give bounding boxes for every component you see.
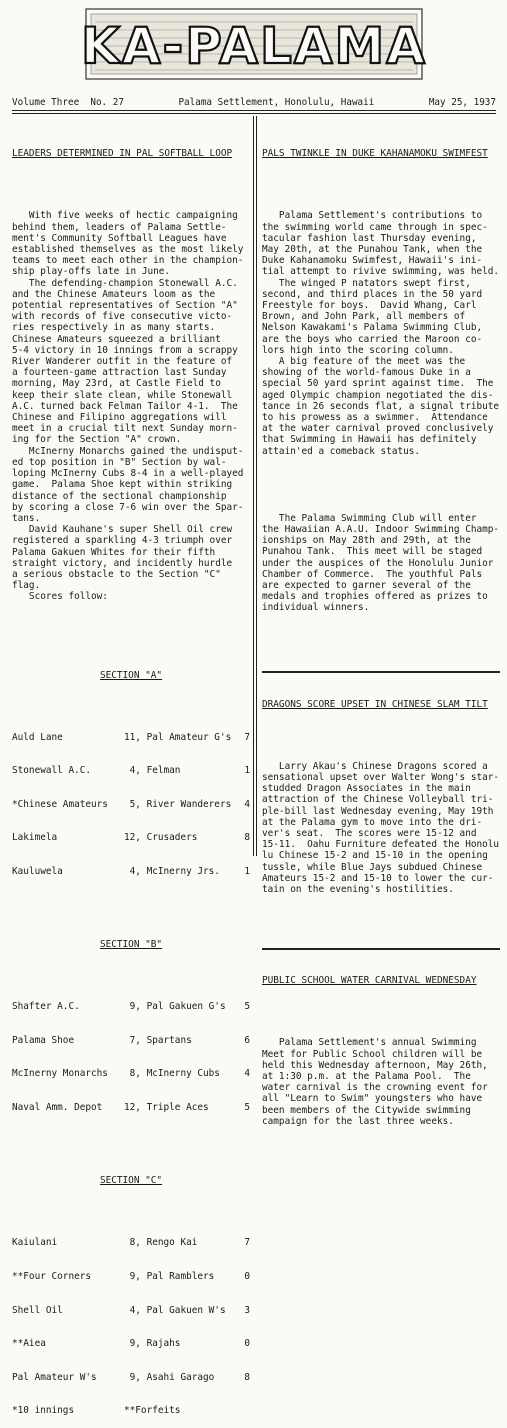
masthead-logo [81,8,427,80]
score-row: Shell Oil 4, Pal Gakuen W's 3 [12,1304,250,1316]
score-row: **Aiea 9, Rajahs 0 [12,1338,250,1350]
article-dragons-body: Larry Akau's Chinese Dragons scored a sensational upset over Walter Wong's star- studded Dragon Associates in the main attraction of the Chinese Volleyball tri- ple-bill last Wednesday evening, May 19th at the Palama gym to move into the dri- ver's seat. The scores were 15-12 and 15-11. Oahu Furniture defeated the Honolu lu Chinese 15-2 and 15-10 in the opening tussle, while Blue Jays subdued Chinese Amateurs 15-2 and 15-10 to lower the cur- tain on the evening's hostilities. [262,760,500,895]
volume-number: Volume Three No. 27 [12,97,124,108]
footnote-innings: *10 innings [12,1405,75,1417]
score-row: *Chinese Amateurs 5, River Wanderers 4 [12,798,250,810]
issue-date: May 25, 1937 [428,97,496,108]
headline-water-carnival: PUBLIC SCHOOL WATER CARNIVAL WEDNESDAY [262,975,477,987]
masthead-title-graphic [81,8,427,80]
section-rule [262,948,500,950]
header-rule-2 [12,113,496,114]
header-rule [12,110,496,111]
publisher: Palama Settlement, Honolulu, Hawaii [178,97,375,108]
volume-line [12,97,496,108]
article-water-carnival-body: Palama Settlement's annual Swimming Meet for Public School children will be held this Wednesday afternoon, May 26th, at 1:30 p.m. at the Palama Pool. The water carnival is the crowning event for all "Learn to Swim" youngsters who have been members of the Citywide swimming campaign for the last three weeks. [262,1037,488,1127]
right-column [262,126,500,1138]
score-row: Shafter A.C. 9, Pal Gakuen G's 5 [12,1001,250,1013]
section-c-title: SECTION "C" [99,1175,163,1187]
score-row: Lakimela 12, Crusaders 8 [12,832,250,844]
article-softball-body: With five weeks of hectic campaigning behind them, leaders of Palama Settle- ment's Community Softball Leagues have established themselves as the most likely teams to meet each other in the champion- ship play-offs late in June. The defending-champion Stonewall A.C. and the Chinese Amateurs loom as the potential representatives of Section "A" with records of five consecutive victo- ries respectively in as many starts. Chinese Amateurs squeezed a brilliant 5-4 victory in 10 innings from a scrappy River Wanderer outfit in the feature of a fourteen-game attraction last Sunday morning, May 23rd, at Castle Field to keep their slate clean, while Stonewall A.C. turned back Felman Tailor 4-1. The Chinese and Filipino aggregations will meet in a crucial tilt next Sunday morn- ing for the Section "A" crown. McInerny Monarchs gained the undisput- ed top position in "B" Section by wal- loping McInerny Cubs 8-4 in a well-played game. Palama Shoe kept within striking distance of the sectional championship by scoring a close 7-6 win over the Spar- tans. David Kauhane's super Shell Oil crew registered a sparkling 4-3 triumph over Palama Gakuen Whites for their fifth straight victory, and incidently hurdle a serious obstacle to the Section "C" flag. Scores follow: [12,210,244,603]
score-row: Kauluwela 4, McInerny Jrs. 1 [12,866,250,877]
score-row: Stonewall A.C. 4, Felman 1 [12,765,250,777]
score-row: Pal Amateur W's 9, Asahi Garago 8 [12,1371,250,1383]
section-rule [262,671,500,673]
section-b-title: SECTION "B" [99,939,163,951]
score-row: Naval Amm. Depot 12, Triple Aces 5 [12,1102,250,1114]
footnote-forfeits: **Forfeits [124,1405,181,1417]
masthead-title: KA-PALAMA [81,17,427,75]
score-row: Palama Shoe 7, Spartans 6 [12,1034,250,1046]
left-column [12,126,250,1428]
column-divider [253,116,257,856]
article-swimfest-body-2: The Palama Swimming Club will enter the Hawaiian A.A.U. Indoor Swimming Champ- ionships on May 28th and 29th, at the Punahou Tank. This meet will be staged under the auspices of the Honolulu Junior Chamber of Commerce. The youthful Pals are expected to garner several of the medals and trophies offered as prizes to individual winners. [262,512,500,614]
headline-softball: LEADERS DETERMINED IN PAL SOFTBALL LOOP [12,148,233,160]
score-row: McInerny Monarchs 8, McInerny Cubs 4 [12,1068,250,1080]
score-row: Kaiulani 8, Rengo Kai 7 [12,1237,250,1249]
headline-swimfest: PALS TWINKLE IN DUKE KAHANAMOKU SWIMFEST [262,148,488,160]
score-row: Auld Lane 11, Pal Amateur G's 7 [12,731,250,743]
section-a-title: SECTION "A" [99,669,163,681]
article-swimfest-body: Palama Settlement's contributions to the swimming world came through in spec- tacular fashion last Thursday evening, May 20th, at the Punahou Tank, when the Duke Kahanamoku Swimfest, Hawaii's ini- tial attempt to rivive swimming, was held. The winged P natators swept first, second, and third places in the 50 yard Freestyle for boys. David Whang, Carl Brown, and John Park, all members of Nelson Kawakami's Palama Swimming Club, are the boys who carried the Maroon co- lors high into the scoring column. A big feature of the meet was the showing of the world-famous Duke in a special 50 yard sprint against time. The aged Olympic champion negotiated the dis- tance in 26 seconds flat, a signal tribute to his prowess as a swimmer. Attendance at the water carnival proved conclusively that Swimming in Hawaii has definitely attain'ed a comeback status. [262,210,500,457]
score-row: **Four Corners 9, Pal Ramblers 0 [12,1270,250,1282]
headline-dragons: DRAGONS SCORE UPSET IN CHINESE SLAM TILT [262,698,488,710]
footnotes [12,1405,250,1416]
